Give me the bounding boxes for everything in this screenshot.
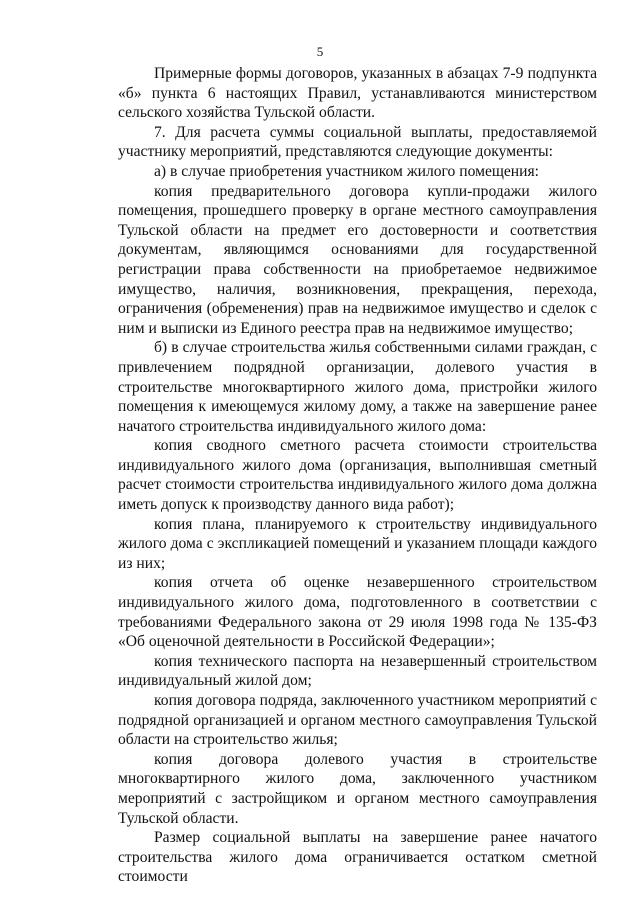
- paragraph-purchase-contract: копия предварительного договора купли-продажи жилого помещения, прошедшего проверку в органе местного самоуправления Тульской области на предмет его достоверности и соответствия документам, являющимся основаниями для государственной регистрации права собственности на приобретаемое недвижимое имущество, наличия, возникновения, прекращения, перехода, ограничения (обременения) прав на недвижимое имущество и сделок с ним и выписки из Единого реестра прав на недвижимое имущество;: [118, 182, 597, 337]
- paragraph-subitem-a: а) в случае приобретения участником жилого помещения:: [154, 162, 539, 180]
- paragraph-shared-participation: копия договора долевого участия в строительстве многоквартирного жилого дома, заключенного участником мероприятий с застройщиком и органом местного самоуправления Тульской области.: [118, 750, 597, 827]
- paragraph-item-7: 7. Для расчета суммы социальной выплаты, предоставляемой участнику мероприятий, представляются следующие документы:: [118, 123, 597, 161]
- paragraph-payment-size: Размер социальной выплаты на завершение ранее начатого строительства жилого дома ограничивается остатком сметной стоимости: [118, 829, 597, 886]
- paragraph-construction-contract: копия договора подряда, заключенного участником мероприятий с подрядной организацией и органом местного самоуправления Тульской области на строительство жилья;: [118, 692, 597, 749]
- paragraph-valuation-report: копия отчета об оценке незавершенного строительством индивидуального жилого дома, подготовленного в соответствии с требованиями Федерального закона от 29 июля 1998 года № 135-ФЗ «Об оценочной деятельности в Российской Федерации»;: [118, 574, 597, 651]
- page-number: 5: [316, 44, 324, 59]
- paragraph-estimate: копия сводного сметного расчета стоимости строительства индивидуального жилого дома (организация, выполнившая сметный расчет стоимости строительства индивидуального жилого дома должна иметь допуск к производству данного вида работ);: [118, 437, 597, 514]
- paragraph-subitem-b: б) в случае строительства жилья собственными силами граждан, с привлечением подрядной организации, долевого участия в строительстве многоквартирного жилого дома, пристройки жилого помещения к имеющемуся жилому дому, а также на завершение ранее начатого строительства индивидуального жилого дома:: [118, 339, 597, 435]
- paragraph-plan: копия плана, планируемого к строительству индивидуального жилого дома с экспликацией помещений и указанием площади каждого из них;: [118, 515, 597, 572]
- document-body: [118, 64, 597, 887]
- paragraph-technical-passport: копия технического паспорта на незавершенный строительством индивидуальный жилой дом;: [118, 652, 597, 690]
- paragraph-forms: Примерные формы договоров, указанных в абзацах 7-9 подпункта «б» пункта 6 настоящих Правил, устанавливаются министерством сельского хозяйства Тульской области.: [118, 65, 597, 122]
